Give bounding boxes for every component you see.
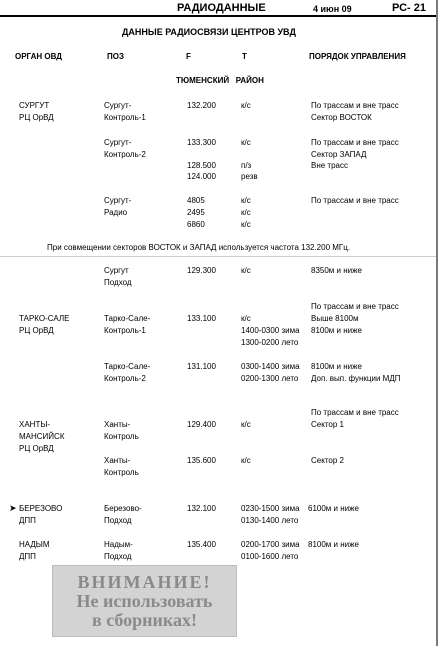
frequency: 128.500: [187, 161, 216, 170]
time: к/с: [241, 314, 251, 323]
time: 1400-0300 зима: [241, 326, 300, 335]
procedure: По трассам и вне трасс: [311, 196, 399, 205]
col-header-t: T: [242, 52, 247, 61]
procedure: 8100м и ниже: [308, 540, 359, 549]
procedure: Сектор ЗАПАД: [311, 150, 367, 159]
time: 0200-1700 зима: [241, 540, 300, 549]
frequency: 4805: [187, 196, 205, 205]
time: 0130-1400 лето: [241, 516, 299, 525]
procedure: 8100м и ниже: [311, 362, 362, 371]
frequency: 2495: [187, 208, 205, 217]
time: 1300-0200 лето: [241, 338, 299, 347]
organ-name: ХАНТЫ-: [19, 420, 51, 429]
time: к/с: [241, 138, 251, 147]
divider: [0, 256, 436, 257]
organ-name: МАНСИЙСК: [19, 432, 65, 441]
time: п/з: [241, 161, 252, 170]
organ-name: ДПП: [19, 516, 36, 525]
frequency: 133.300: [187, 138, 216, 147]
header-date: 4 июн 09: [313, 4, 352, 14]
position-name: Ханты-: [104, 420, 131, 429]
warning-stamp: [52, 565, 237, 637]
position-name: Сургут-: [104, 138, 132, 147]
time: к/с: [241, 101, 251, 110]
doc-title: ДАННЫЕ РАДИОСВЯЗИ ЦЕНТРОВ УВД: [122, 27, 296, 37]
procedure: 6100м и ниже: [308, 504, 359, 513]
time: к/с: [241, 266, 251, 275]
position-name: Контроль-1: [104, 113, 146, 122]
position-name: Контроль: [104, 468, 139, 477]
time: резв: [241, 172, 258, 181]
frequency: 129.400: [187, 420, 216, 429]
organ-name: НАДЫМ: [19, 540, 50, 549]
organ-name: РЦ ОрВД: [19, 444, 54, 453]
time: 0100-1600 лето: [241, 552, 299, 561]
organ-name: ДПП: [19, 552, 36, 561]
position-name: Контроль-2: [104, 374, 146, 383]
header-title: РАДИОДАННЫЕ: [177, 2, 266, 14]
procedure: По трассам и вне трасс: [311, 138, 399, 147]
frequency: 129.300: [187, 266, 216, 275]
organ-name: БЕРЕЗОВО: [19, 504, 63, 513]
procedure: Сектор 1: [311, 420, 344, 429]
col-header-pos: ПОЗ: [107, 52, 124, 61]
procedure: 8100м и ниже: [311, 326, 362, 335]
col-header-organ: ОРГАН ОВД: [15, 52, 62, 61]
frequency: 131.100: [187, 362, 216, 371]
procedure: Вне трасс: [311, 161, 348, 170]
time: к/с: [241, 456, 251, 465]
procedure: Выше 8100м: [311, 314, 359, 323]
position-name: Подход: [104, 552, 132, 561]
position-name: Надым-: [104, 540, 133, 549]
organ-name: РЦ ОрВД: [19, 326, 54, 335]
position-name: Сургут-: [104, 196, 132, 205]
header-rule: [0, 15, 436, 17]
time: к/с: [241, 220, 251, 229]
position-name: Подход: [104, 278, 132, 287]
organ-name: ТАРКО-САЛЕ: [19, 314, 70, 323]
procedure: По трассам и вне трасс: [311, 302, 399, 311]
time: 0200-1300 лето: [241, 374, 299, 383]
region-heading: ТЮМЕНСКИЙ РАЙОН: [176, 76, 264, 85]
col-header-procedure: ПОРЯДОК УПРАВЛЕНИЯ: [309, 52, 406, 61]
position-name: Тарко-Сале-: [104, 362, 151, 371]
frequency: 135.600: [187, 456, 216, 465]
organ-name: РЦ ОрВД: [19, 113, 54, 122]
procedure: Доп. вып. функции МДП: [311, 374, 401, 383]
frequency: 132.200: [187, 101, 216, 110]
time: к/с: [241, 420, 251, 429]
procedure: Сектор ВОСТОК: [311, 113, 372, 122]
position-name: Березово-: [104, 504, 142, 513]
frequency: 133.100: [187, 314, 216, 323]
frequency: 124.000: [187, 172, 216, 181]
col-header-f: F: [186, 52, 191, 61]
position-name: Контроль-2: [104, 150, 146, 159]
frequency-note: При совмещении секторов ВОСТОК и ЗАПАД используется частота 132.200 МГц.: [47, 243, 351, 252]
position-name: Ханты-: [104, 456, 131, 465]
stamp-line: в сборниках!: [91, 610, 198, 630]
procedure: По трассам и вне трасс: [311, 408, 399, 417]
position-name: Радио: [104, 208, 128, 217]
position-name: Подход: [104, 516, 132, 525]
position-name: Сургут-: [104, 101, 132, 110]
position-name: Контроль-1: [104, 326, 146, 335]
time: к/с: [241, 208, 251, 217]
procedure: Сектор 2: [311, 456, 344, 465]
procedure: По трассам и вне трасс: [311, 101, 399, 110]
procedure: 8350м и ниже: [311, 266, 362, 275]
stamp-line: ВНИМАНИЕ!: [77, 572, 212, 592]
arrow-left-icon: ➤: [9, 503, 17, 513]
frequency: 135.400: [187, 540, 216, 549]
stamp-line: Не использовать: [76, 591, 213, 611]
time: 0230-1500 зима: [241, 504, 300, 513]
position-name: Тарко-Сале-: [104, 314, 151, 323]
position-name: Сургут: [104, 266, 129, 275]
time: 0300-1400 зима: [241, 362, 300, 371]
organ-name: СУРГУТ: [19, 101, 50, 110]
position-name: Контроль: [104, 432, 139, 441]
frequency: 132.100: [187, 504, 216, 513]
time: к/с: [241, 196, 251, 205]
header-page-number: РС- 21: [392, 2, 426, 14]
frequency: 6860: [187, 220, 205, 229]
